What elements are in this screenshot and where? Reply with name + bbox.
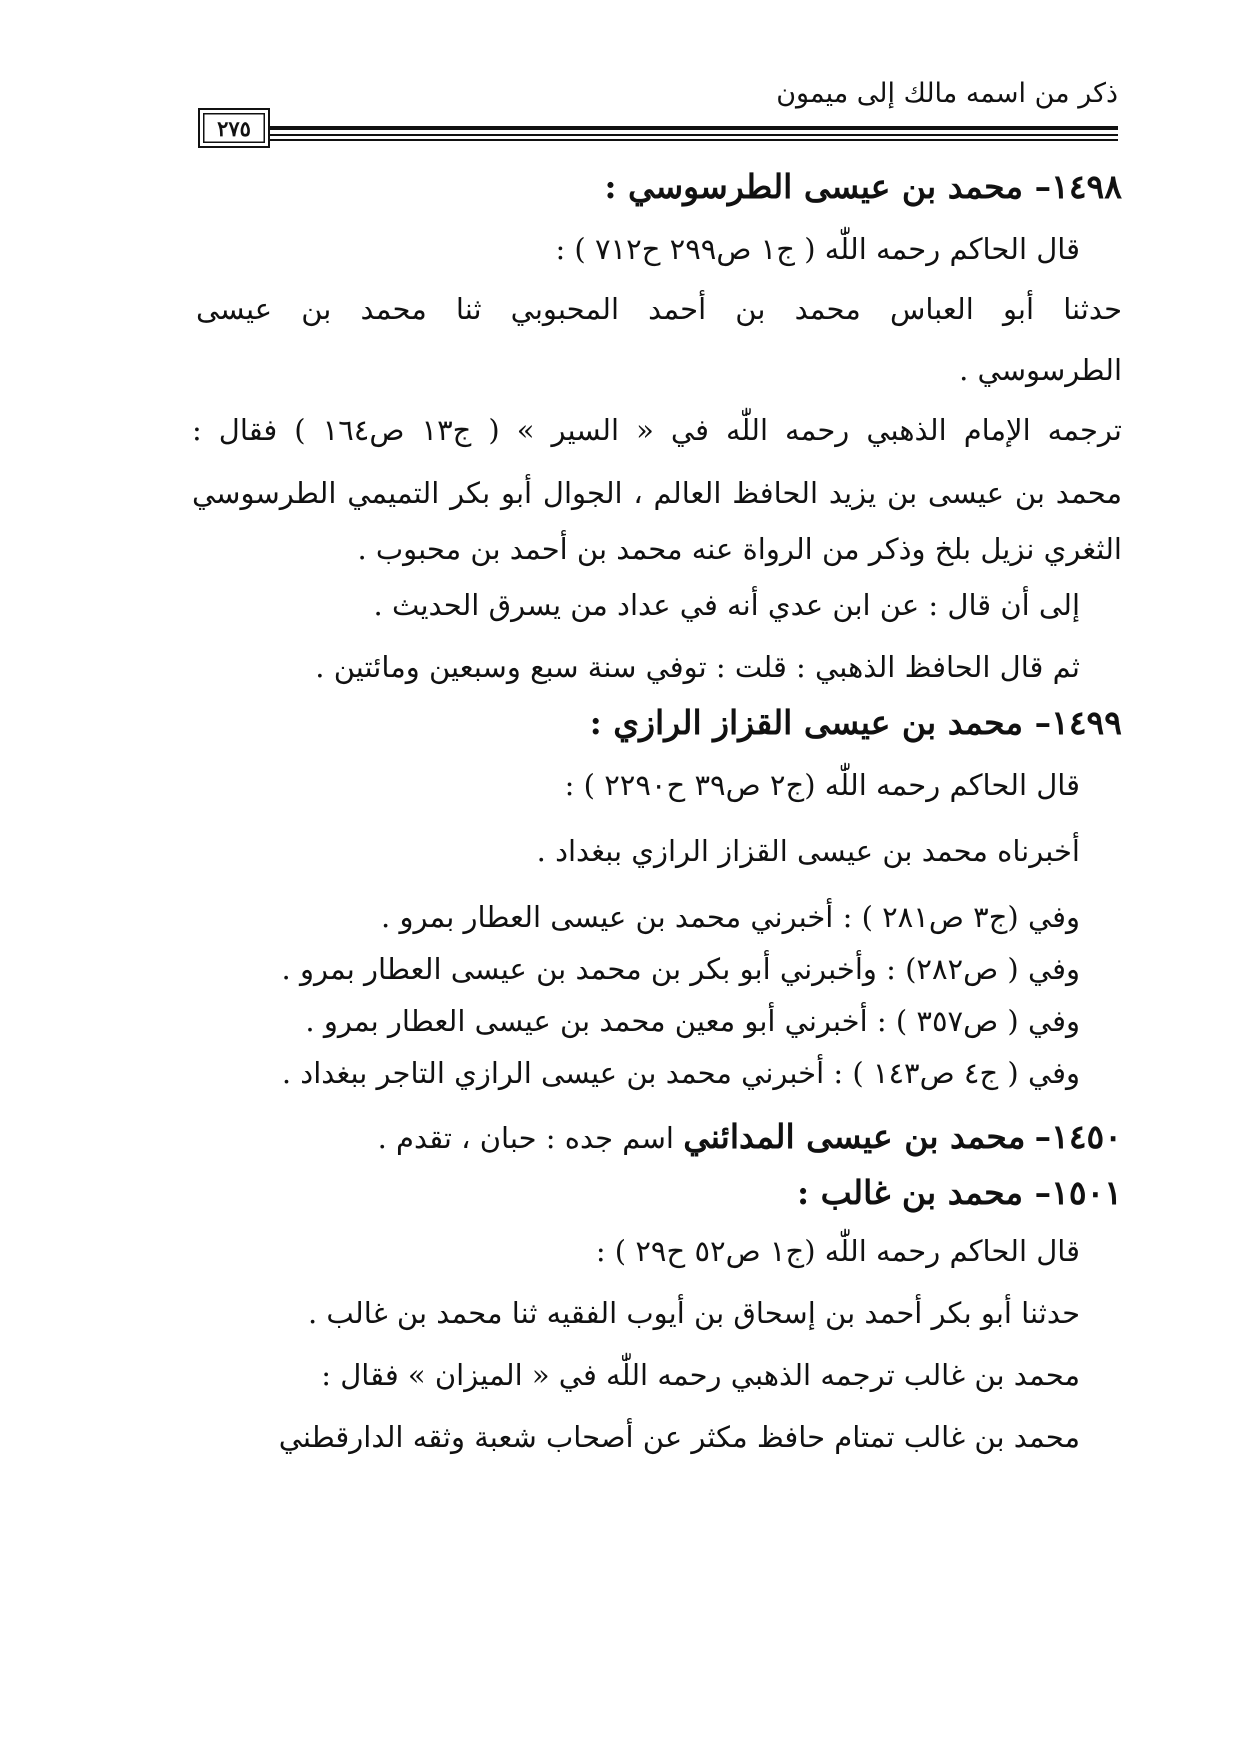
text-line: إلى أن قال : عن ابن عدي أنه في عداد من يسرق الحديث .	[373, 588, 1080, 622]
text-line: محمد بن غالب ترجمه الذهبي رحمه اللّٰه في « الميزان » فقال :	[321, 1358, 1080, 1392]
entry-name: محمد بن عيسى المدائني	[683, 1117, 1026, 1156]
header-rule	[268, 134, 1118, 136]
text-line: وفي (ج٣ ص٢٨١ ) : أخبرني محمد بن عيسى العطار بمرو .	[381, 900, 1080, 934]
text-line: محمد بن عيسى بن يزيد الحافظ العالم ، الجوال أبو بكر التميمي الطرسوسي	[192, 476, 1122, 510]
entry-name: محمد بن عيسى القزاز الرازي :	[589, 703, 1024, 742]
page-number-box	[198, 108, 270, 148]
text-line: أخبرناه محمد بن عيسى القزاز الرازي ببغداد .	[536, 834, 1080, 868]
page-number: ٢٧٥	[217, 115, 251, 141]
entry-note: اسم جده : حبان ، تقدم .	[377, 1121, 684, 1155]
text-line: ثم قال الحافظ الذهبي : قلت : توفي سنة سبع وسبعين ومائتين .	[315, 650, 1080, 684]
entry-number: ١٤٩٨–	[1034, 167, 1122, 206]
text-line: قال الحاكم رحمه اللّٰه (ج٢ ص٣٩ ح٢٢٩٠ ) :	[564, 768, 1080, 802]
text-line: الطرسوسي .	[959, 353, 1122, 387]
text-line: ترجمه الإمام الذهبي رحمه اللّٰه في « السير » ( ج١٣ ص١٦٤ ) فقال :	[192, 413, 1122, 447]
text-line: وفي ( ص٣٥٧ ) : أخبرني أبو معين محمد بن عيسى العطار بمرو .	[305, 1004, 1080, 1038]
entry-heading	[378, 1115, 1122, 1159]
entry-number: ١٤٩٩–	[1034, 703, 1122, 742]
entry-number: ١٥٠١–	[1034, 1173, 1122, 1212]
text-line: الثغري نزيل بلخ وذكر من الرواة عنه محمد بن أحمد بن محبوب .	[357, 532, 1122, 566]
entry-name: محمد بن عيسى الطرسوسي :	[604, 167, 1024, 206]
entry-heading	[797, 1171, 1122, 1215]
text-line: وفي ( ص٢٨٢) : وأخبرني أبو بكر بن محمد بن عيسى العطار بمرو .	[281, 952, 1080, 986]
entry-heading	[590, 701, 1122, 745]
text-line: وفي ( ج٤ ص١٤٣ ) : أخبرني محمد بن عيسى الرازي التاجر ببغداد .	[281, 1056, 1080, 1090]
entry-heading	[604, 165, 1122, 209]
text-line: حدثنا أبو بكر أحمد بن إسحاق بن أيوب الفقيه ثنا محمد بن غالب .	[307, 1296, 1080, 1330]
text-line: قال الحاكم رحمه اللّٰه (ج١ ص٥٢ ح٢٩ ) :	[595, 1234, 1080, 1268]
entry-number: ١٤٥٠–	[1034, 1117, 1122, 1156]
text-line: محمد بن غالب تمتام حافظ مكثر عن أصحاب شعبة وثقه الدارقطني	[278, 1420, 1080, 1454]
text-line: قال الحاكم رحمه اللّٰه ( ج١ ص٢٩٩ ح٧١٢ ) :	[555, 232, 1080, 266]
header-rule	[268, 139, 1118, 141]
header-rule	[268, 126, 1118, 130]
entry-name: محمد بن غالب :	[796, 1173, 1024, 1212]
running-title: ذكر من اسمه مالك إلى ميمون	[776, 78, 1118, 109]
text-line: حدثنا أبو العباس محمد بن أحمد المحبوبي ثنا محمد بن عيسى	[196, 292, 1122, 326]
